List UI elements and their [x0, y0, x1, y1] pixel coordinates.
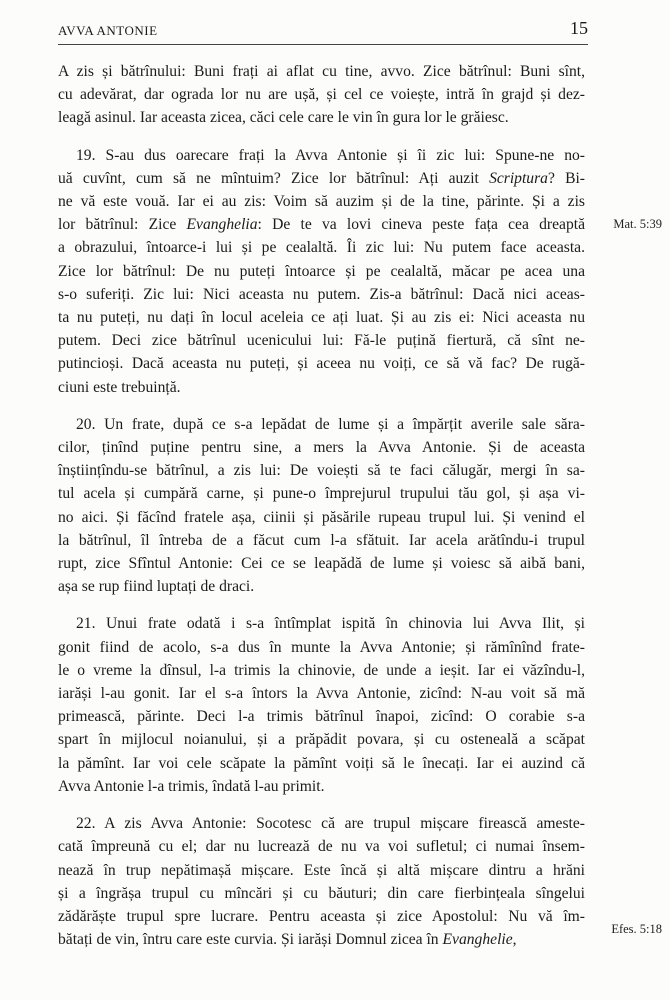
text-line: la bătrînul, îl întreba de a făcut cum l-a sfătuit. Iar acela arătîndu-i trupul [58, 531, 585, 549]
text-line: spart în mijlocul noianului, și a prăpădit povara, și cu osteneală a scăpat [58, 731, 585, 749]
running-header [58, 18, 588, 45]
text-line: cilor, ținînd puține pentru sine, a mers la Avva Antonie. Și de aceasta [58, 439, 585, 457]
text-line: uă cuvînt, cum să ne mîntuim? Zice lor bătrînul: Ați auzit Scriptura? Bi- [58, 169, 586, 187]
body-text [58, 60, 585, 951]
text-line: bătați de vin, întru care este curvia. Și iarăși Domnul zicea în Evanghelie, [58, 931, 517, 949]
paragraph-22 [58, 812, 585, 951]
text-line: Zice lor bătrînul: De nu puteți întoarce și pe cealaltă, măcar pe acea una [58, 262, 585, 280]
text-line: 20. Un frate, după ce s-a lepădat de lume și a împărțit averile sale săra- [76, 415, 585, 433]
text-line: tul acela și cumpără carne, și pune-o împrejurul trupului tău gol, și așa vi- [58, 485, 585, 503]
text-line: lor bătrînul: Zice Evanghelia: De te va lovi cineva peste fața cea dreaptă [58, 216, 585, 234]
text-line: înștiințîndu-se bătrînul, a zis lui: De voiești să te faci călugăr, mergi în sa- [58, 462, 585, 480]
text-line: Avva Antonie l-a trimis, îndată l-au primit. [58, 777, 325, 795]
paragraph-21 [58, 612, 585, 798]
paragraph-19 [58, 144, 585, 399]
text-line: a obrazului, întoarce-i lui și pe cealaltă. Îi zic lui: Nu putem face aceasta. [58, 239, 585, 257]
text-line: putem. Deci zice bătrînul ucenicului lui: Fă-le puțină fiertură, că sînt ne- [58, 332, 585, 350]
text-line: s-o suferiți. Zic lui: Nici aceasta nu putem. Zis-a bătrînul: Dacă nici aceas- [58, 285, 585, 303]
text-line: no aici. Și făcînd fratele așa, ciinii și păsările rupeau trupul lui. Și venind el [58, 508, 585, 526]
margin-reference-mat: Mat. 5:39 [613, 217, 662, 231]
text-line: zădărăște trupul spre lucrare. Pentru aceasta și zice Apostolul: Nu vă îm- [58, 907, 585, 925]
paragraph-20 [58, 413, 585, 599]
text-line: și a îngrășa trupul cu mîncări și cu băuturi; din care fierbințeala sîngelui [58, 884, 585, 902]
text-line: 22. A zis Avva Antonie: Socotesc că are trupul mișcare firească ameste- [76, 815, 585, 833]
text-line: A zis și bătrînului: Buni frați ai aflat cu tine, avvo. Zice bătrînul: Buni sînt, [58, 63, 585, 80]
paragraph-continuation [58, 60, 585, 130]
text-line: iarăși l-au gonit. Iar el s-a întors la Avva Antonie, zicînd: N-au voit să mă [58, 685, 585, 703]
text-line: leagă asinul. Iar aceasta zicea, căci cele care le vin în gura lor le grăiesc. [58, 109, 509, 127]
margin-reference-efes: Efes. 5:18 [611, 922, 662, 936]
text-line: 19. S-au dus oarecare frați la Avva Antonie și îi zic lui: Spune-ne no- [76, 146, 585, 164]
text-line: cată împreună cu el; dar nu lucrează de nu va voi sufletul; ci numai însem- [58, 838, 585, 856]
text-line: 21. Unui frate odată i s-a întîmplat ispită în chinovia lui Avva Ilit, și [76, 615, 585, 633]
text-line: ciuni este trebuință. [58, 378, 181, 396]
page-number: 15 [570, 18, 588, 38]
text-line: așa se rup fiind luptați de draci. [58, 578, 255, 596]
text-line: la pămînt. Iar voi cele scăpate la pămînt voiți să le înecați. Iar ei auzind că [58, 754, 585, 772]
text-line: le o vreme la dînsul, l-a trimis la chinovie, de unde a ieșit. Iar ei văzîndu-l, [58, 661, 585, 679]
text-line: primească, părinte. Deci l-a trimis bătrînul înapoi, zicînd: O corabie s-a [58, 708, 585, 726]
text-line: ta nu puteți, nu dați în locul aceleia ce ați luat. Și au zis ei: Nici aceasta nu [58, 309, 585, 327]
text-line: cu adevărat, dar ograda lor nu are ușă, și cel ce voiește, intră în grajd și dez- [58, 86, 585, 104]
text-line: gonit fiind de acolo, s-a dus în munte la Avva Antonie; și rămînînd frate- [58, 638, 585, 656]
text-line: nează în trup nepătimașă mișcare. Este încă și altă mișcare dintru a hrăni [58, 861, 585, 879]
text-line: rupt, zice Sfîntul Antonie: Cei ce se leapădă de lume și voiesc să aibă bani, [58, 555, 585, 573]
text-line: ne vă este vouă. Iar ei au zis: Voim să auzim și de la tine, părinte. Și a zis [58, 193, 585, 211]
running-title: AVVA ANTONIE [58, 23, 158, 38]
text-line: putincioși. Dacă aceasta nu puteți, și aceea nu voiți, ce să vă fac? De rugă- [58, 355, 585, 373]
